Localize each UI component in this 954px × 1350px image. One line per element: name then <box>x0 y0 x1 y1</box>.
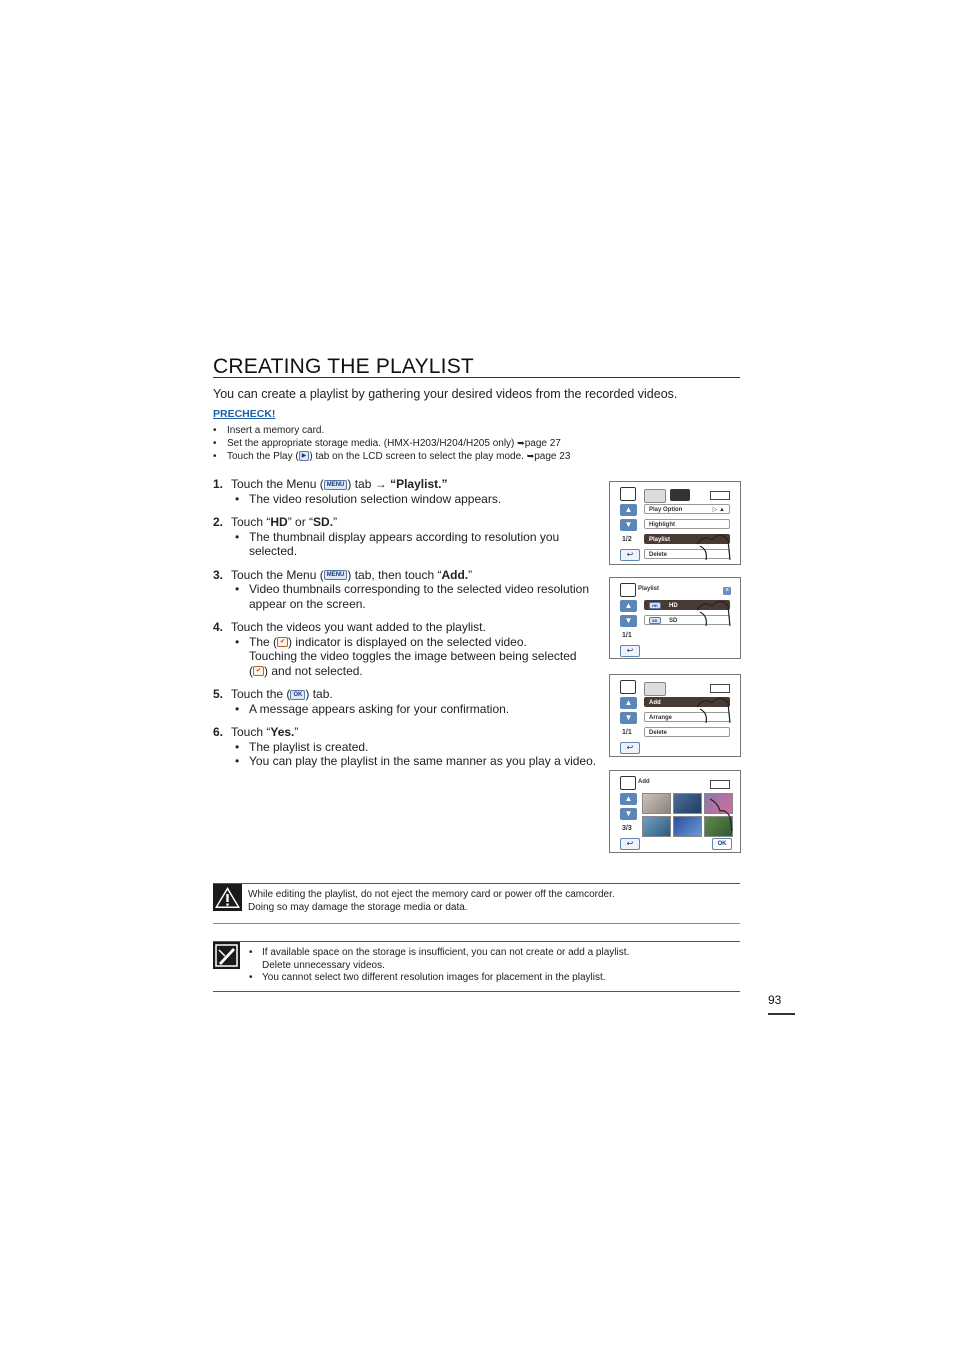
menu-item-delete[interactable]: Delete <box>644 549 730 559</box>
screen-label: Playlist <box>638 586 660 592</box>
back-button[interactable]: ↩ <box>620 645 640 657</box>
menu-item-label: HD <box>669 603 678 609</box>
page-indicator: 1/2 <box>622 536 632 543</box>
step-text: ) indicator is displayed on the selected video. <box>288 634 527 649</box>
play-tab-icon: ▶ <box>299 451 310 461</box>
touch-hand-icon <box>694 695 734 725</box>
screen-add-thumbnails <box>609 770 741 853</box>
arrow-icon: → <box>374 477 387 491</box>
precheck-item-text: ) tab on the LCD screen to select the play mode. <box>309 451 527 462</box>
battery-icon <box>710 491 730 500</box>
close-icon[interactable]: × <box>724 587 730 594</box>
step-text: ” <box>468 567 473 582</box>
step-text: ) and not selected. <box>264 663 363 678</box>
playlist-mode-icon <box>620 680 636 694</box>
step-number: 2. <box>213 515 224 529</box>
page-number-rule <box>768 1013 795 1015</box>
up-arrow-icon[interactable]: ▲ <box>620 504 637 516</box>
step-sub-item: • A message appears asking for your confirmation. <box>231 702 598 717</box>
step-sub-item <box>231 635 598 679</box>
warning-bottom-rule <box>213 923 740 924</box>
step-bold-text: Yes. <box>270 725 295 739</box>
battery-icon <box>710 780 730 789</box>
check-indicator-icon: ✔ <box>253 666 264 676</box>
page-number: 93 <box>768 993 782 1007</box>
ok-tab-icon: OK <box>290 690 305 700</box>
video-thumbnail[interactable] <box>673 816 702 837</box>
step-text: ) tab <box>347 477 375 491</box>
title-divider <box>213 377 740 378</box>
step-sub-item: • You can play the playlist in the same manner as you play a video. <box>231 754 598 769</box>
page-ref-arrow-icon: ➥ <box>526 451 535 461</box>
page-indicator: 1/1 <box>622 632 632 639</box>
hd-icon: HD <box>649 602 661 609</box>
video-thumbnail[interactable] <box>642 816 671 837</box>
step-sub-item: • The playlist is created. <box>231 740 598 755</box>
step-text: ” <box>294 725 299 739</box>
step-number: 3. <box>213 567 224 582</box>
screen-label: Add <box>638 779 650 785</box>
note-line: You cannot select two different resolution images for placement in the playlist. <box>262 972 606 983</box>
menu-tab-icon[interactable] <box>644 489 666 503</box>
touch-hand-icon <box>694 532 734 562</box>
back-button[interactable]: ↩ <box>620 742 640 754</box>
page-indicator: 3/3 <box>622 825 632 832</box>
note-top-rule <box>213 941 740 942</box>
step-text: ” or “ <box>287 515 314 529</box>
step-sub-item: • Video thumbnails corresponding to the selected video resolution appear on the screen. <box>231 582 598 611</box>
ok-button[interactable]: OK <box>712 838 732 850</box>
menu-item-arrange[interactable]: Arrange <box>644 712 730 722</box>
note-text <box>249 947 629 985</box>
menu-item-highlight[interactable]: Highlight <box>644 519 730 529</box>
video-thumbnail[interactable] <box>673 793 702 814</box>
note-item: • If available space on the storage is insufficient, you can not create or add a playlist. Delete unnecessary videos. <box>249 947 630 971</box>
step-bold-text: SD. <box>313 515 334 529</box>
check-indicator-icon: ✔ <box>277 637 288 647</box>
down-arrow-icon[interactable]: ▼ <box>620 519 637 531</box>
note-icon <box>213 942 240 969</box>
menu-item-label: Play Option <box>649 507 683 513</box>
menu-item-delete[interactable]: Delete <box>644 727 730 737</box>
step-1 <box>213 477 598 506</box>
back-button[interactable]: ↩ <box>620 549 640 561</box>
warning-icon <box>213 884 242 911</box>
step-text: Touch “ <box>231 515 271 529</box>
note-item: • You cannot select two different resolution images for placement in the playlist. <box>249 972 606 983</box>
step-text: ” <box>333 515 338 529</box>
steps-list <box>213 477 598 769</box>
step-3 <box>213 568 598 612</box>
play-option-value: ▷ ▲ <box>712 507 725 513</box>
page-ref: page 23 <box>534 451 571 462</box>
warning-line: While editing the playlist, do not eject the memory card or power off the camcorder. <box>248 889 615 900</box>
step-sub-item: • The thumbnail display appears according to resolution you selected. <box>231 530 598 559</box>
step-text: ) tab. <box>305 687 333 701</box>
page-ref-arrow-icon: ➥ <box>517 438 525 448</box>
up-arrow-icon[interactable]: ▲ <box>620 697 637 709</box>
down-arrow-icon[interactable]: ▼ <box>620 712 637 724</box>
precheck-item <box>213 437 570 450</box>
menu-item-play-option[interactable] <box>644 504 730 514</box>
sd-icon: SD <box>649 617 661 624</box>
play-mode-icon <box>620 487 636 501</box>
playlist-mode-icon <box>620 776 636 790</box>
touch-hand-icon <box>706 797 736 833</box>
screen-menu <box>609 481 741 565</box>
step-number: 5. <box>213 687 224 701</box>
step-text: Touch the Menu ( <box>231 477 324 491</box>
warning-line: Doing so may damage the storage media or data. <box>248 901 468 913</box>
note-line: Delete unnecessary videos. <box>262 959 385 971</box>
menu-tab-icon: MENU <box>324 480 348 490</box>
up-arrow-icon[interactable]: ▲ <box>620 793 637 805</box>
step-text: Touch the Menu ( <box>231 567 324 582</box>
step-text: Touch the videos you want added to the playlist. <box>231 620 486 634</box>
precheck-item-text: Set the appropriate storage media. (HMX-H203/H204/H205 only) <box>227 438 518 449</box>
note-line: If available space on the storage is insufficient, you can not create or add a playlist. <box>262 947 630 958</box>
screen-playlist-menu <box>609 674 741 757</box>
page-ref: page 27 <box>524 438 561 449</box>
step-6 <box>213 725 598 769</box>
step-text: The ( <box>249 634 278 649</box>
play-mode-icon <box>620 583 636 597</box>
back-button[interactable]: ↩ <box>620 838 640 850</box>
step-5 <box>213 687 598 716</box>
precheck-item <box>213 424 570 437</box>
settings-tab-icon[interactable] <box>670 489 690 501</box>
step-text: ) tab, then touch “ <box>347 567 442 582</box>
menu-item-playlist[interactable]: Playlist <box>644 534 730 544</box>
battery-icon <box>710 684 730 693</box>
down-arrow-icon[interactable]: ▼ <box>620 615 637 627</box>
step-text: ( <box>249 663 253 678</box>
screen-resolution <box>609 577 741 659</box>
step-text: Touching the video toggles the image between being selected <box>249 649 577 663</box>
step-2 <box>213 515 598 559</box>
menu-tab-icon[interactable] <box>644 682 666 696</box>
step-number: 6. <box>213 725 224 739</box>
step-text: Touch the ( <box>231 687 291 701</box>
step-number: 4. <box>213 620 224 634</box>
menu-tab-icon: MENU <box>324 570 348 580</box>
page-title: CREATING THE PLAYLIST <box>213 355 474 378</box>
step-sub-item: • The video resolution selection window appears. <box>231 492 598 507</box>
precheck-heading: PRECHECK! <box>213 408 276 420</box>
video-thumbnail[interactable] <box>642 793 671 814</box>
step-bold-text: Add. <box>441 567 469 582</box>
precheck-list <box>213 424 570 463</box>
precheck-item <box>213 450 570 463</box>
step-number: 1. <box>213 477 224 491</box>
step-text: Touch “ <box>231 725 271 739</box>
precheck-item-text: Insert a memory card. <box>227 425 325 436</box>
step-bold-text: “Playlist.” <box>386 477 448 491</box>
menu-item-add[interactable]: Add <box>644 697 730 707</box>
down-arrow-icon[interactable]: ▼ <box>620 808 637 820</box>
note-bottom-rule <box>213 991 740 992</box>
up-arrow-icon[interactable]: ▲ <box>620 600 637 612</box>
step-bold-text: HD <box>270 515 288 529</box>
warning-top-rule <box>213 883 740 884</box>
intro-text: You can create a playlist by gathering your desired videos from the recorded videos. <box>213 387 678 401</box>
page-indicator: 1/1 <box>622 729 632 736</box>
menu-item-label: SD <box>669 618 678 624</box>
touch-hand-icon <box>694 598 734 628</box>
warning-text <box>248 889 615 914</box>
step-4 <box>213 620 598 678</box>
precheck-item-text: Touch the Play ( <box>227 451 299 462</box>
